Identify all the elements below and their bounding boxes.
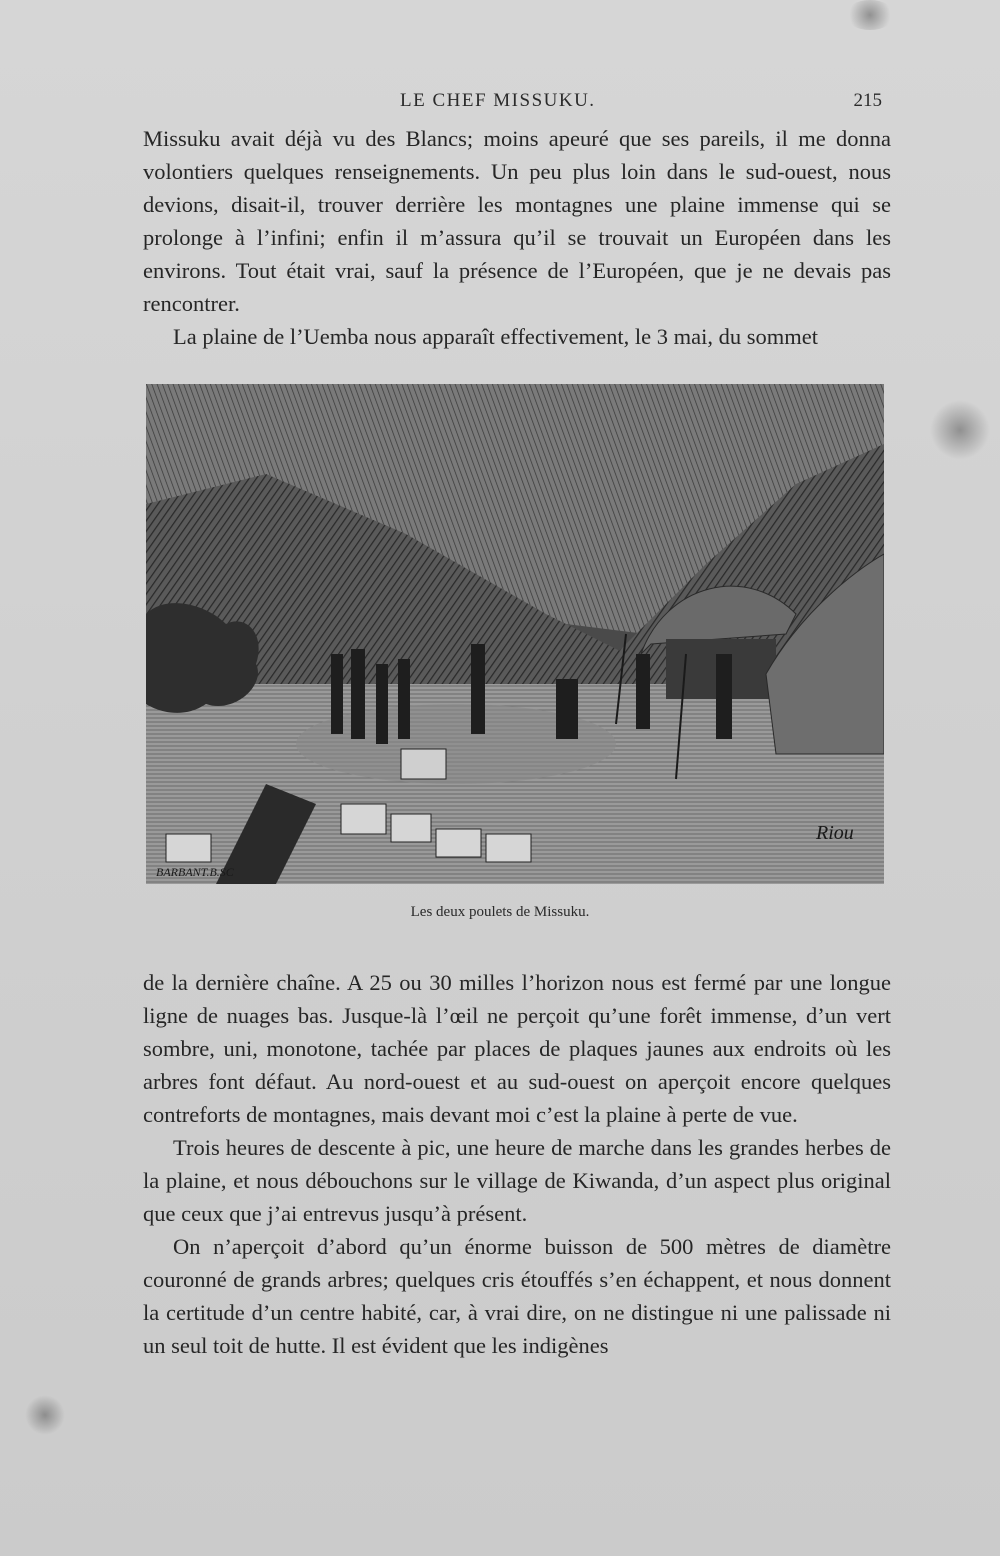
running-head: LE CHEF MISSUKU. xyxy=(400,90,596,111)
paragraph: On n’aperçoit d’abord qu’un énorme buisson de 500 mètres de diamètre couronné de grands arbres; quelques cris étouffés s’en échappent, et nous donnent la certitude d’un centre habité, car, à vrai dire, on ne distingue ni une palissade ni un seul toit de hutte. Il est évident que les indigènes xyxy=(143,1234,891,1358)
text-block-top xyxy=(143,122,891,353)
artist-signature: Riou xyxy=(816,822,854,844)
text-block-bottom xyxy=(143,966,891,1362)
page-number: 215 xyxy=(853,90,882,111)
paper-stain xyxy=(845,0,895,30)
paragraph: de la dernière chaîne. A 25 ou 30 milles l’horizon nous est fermé par une longue ligne de nuages bas. Jusque-là l’œil ne perçoit qu’une forêt immense, d’un vert sombre, uni, monotone, tachée par places de plaques jaunes aux endroits où les arbres font défaut. Au nord-ouest et au sud-ouest on aperçoit encore quelques contreforts de montagnes, mais devant moi c’est la plaine à perte de vue. xyxy=(143,970,891,1127)
paper-stain xyxy=(930,400,990,460)
engraving-image xyxy=(146,384,884,884)
figure-caption: Les deux poulets de Missuku. xyxy=(410,904,590,920)
engraving-illustration xyxy=(146,384,884,884)
page-header xyxy=(0,90,1000,120)
paragraph: Trois heures de descente à pic, une heure de marche dans les grandes herbes de la plaine, et nous débouchons sur le village de Kiwanda, d’un aspect plus original que ceux que j’ai entrevus jusqu’à présent. xyxy=(143,1135,891,1226)
paragraph: Missuku avait déjà vu des Blancs; moins apeuré que ses pareils, il me donna volontiers quelques renseignements. Un peu plus loin dans le sud-ouest, nous devions, disait-il, trouver derrière les montagnes une plaine immense qui se prolonge à l’infini; enfin il m’assura qu’il se trouvait un Européen dans les environs. Tout était vrai, sauf la présence de l’Européen, que je ne devais pas rencontrer. xyxy=(143,126,891,316)
engraver-signature: BARBANT.B.SC xyxy=(156,865,234,879)
paragraph: La plaine de l’Uemba nous apparaît effectivement, le 3 mai, du sommet xyxy=(173,324,818,349)
paper-stain xyxy=(25,1395,65,1435)
